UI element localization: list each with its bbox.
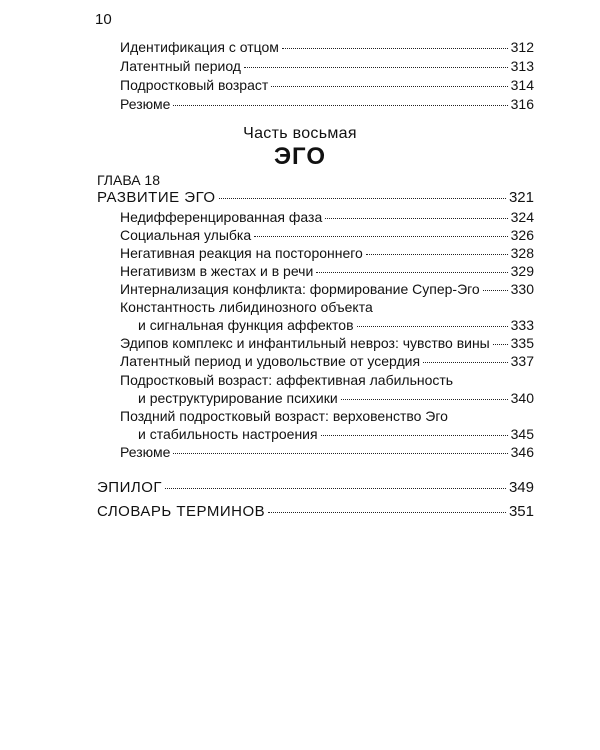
toc-entry-page: 316 — [510, 96, 534, 112]
toc-entry-page: 312 — [510, 39, 534, 55]
part-label: Часть восьмая — [243, 125, 357, 142]
dot-leader — [271, 86, 507, 87]
toc-entry-title: и сигнальная функция аффектов — [138, 317, 354, 333]
dot-leader — [357, 326, 508, 327]
toc-entry-title: и реструктурирование психики — [138, 390, 338, 406]
toc-entry — [138, 425, 534, 443]
toc-entry-title: Идентификация с отцом — [120, 39, 279, 55]
toc-entry-page: 340 — [510, 390, 534, 406]
toc-entry — [138, 389, 534, 407]
chapter-entry — [97, 189, 534, 207]
toc-entry — [138, 316, 534, 334]
glossary-entry — [97, 503, 534, 521]
toc-entry-page: 324 — [510, 209, 534, 225]
toc-entry — [120, 95, 534, 113]
toc-entry-line1: Константность либидинозного объекта — [120, 299, 373, 315]
dot-leader — [254, 236, 508, 237]
toc-entry-line1: Подростковый возраст: аффективная лабильность — [120, 372, 454, 388]
toc-entry-page: 335 — [510, 335, 534, 351]
toc-entry-title: Недифференцированная фаза — [120, 209, 323, 225]
epilogue-page: 349 — [508, 479, 534, 496]
glossary-page: 351 — [508, 503, 534, 520]
toc-entry — [120, 443, 534, 461]
dot-leader — [341, 399, 508, 400]
toc-entry — [120, 226, 534, 244]
toc-entry — [120, 38, 534, 56]
toc-entry — [120, 208, 534, 226]
dot-leader — [173, 105, 507, 106]
toc-entry-line1: Поздний подростковый возраст: верховенство Эго — [120, 408, 448, 424]
toc-entry-page: 328 — [510, 245, 534, 261]
dot-leader — [282, 48, 508, 49]
dot-leader — [325, 218, 507, 219]
dot-leader — [165, 488, 506, 489]
toc-entry-title: Латентный период и удовольствие от усердия — [120, 353, 421, 369]
epilogue-entry — [97, 479, 534, 497]
dot-leader — [244, 67, 508, 68]
dot-leader — [483, 290, 508, 291]
chapter-title: РАЗВИТИЕ ЭГО — [97, 189, 216, 206]
dot-leader — [366, 254, 508, 255]
toc-entry — [120, 262, 534, 280]
toc-entry-page: 326 — [510, 227, 534, 243]
toc-entry-page: 330 — [510, 281, 534, 297]
toc-entry-page: 314 — [510, 77, 534, 93]
toc-entry-page: 313 — [510, 58, 534, 74]
chapter-label: ГЛАВА 18 — [97, 172, 160, 188]
toc-entry-title: Социальная улыбка — [120, 227, 252, 243]
toc-entry-page: 346 — [510, 444, 534, 460]
toc-entry-page: 333 — [510, 317, 534, 333]
page-number: 10 — [95, 11, 112, 28]
dot-leader — [173, 453, 507, 454]
dot-leader — [316, 272, 507, 273]
toc-entry-title: Резюме — [120, 96, 171, 112]
toc-entry — [120, 76, 534, 94]
toc-entry — [120, 244, 534, 262]
glossary-title: СЛОВАРЬ ТЕРМИНОВ — [97, 503, 266, 520]
dot-leader — [321, 435, 508, 436]
toc-entry-title: Латентный период — [120, 58, 241, 74]
toc-entry-title: Резюме — [120, 444, 171, 460]
toc-entry-page: 337 — [510, 353, 534, 369]
toc-entry-title: Эдипов комплекс и инфантильный невроз: чувство вины — [120, 335, 490, 351]
dot-leader — [219, 198, 506, 199]
part-name: ЭГО — [273, 143, 327, 170]
epilogue-title: ЭПИЛОГ — [97, 479, 162, 496]
toc-entry-title: и стабильность настроения — [138, 426, 318, 442]
toc-entry-title: Подростковый возраст — [120, 77, 269, 93]
toc-entry — [120, 57, 534, 75]
toc-entry-title: Негативизм в жестах и в речи — [120, 263, 314, 279]
toc-entry-title: Негативная реакция на постороннего — [120, 245, 363, 261]
toc-entry — [120, 280, 534, 298]
toc-entry-page: 329 — [510, 263, 534, 279]
toc-entry — [120, 334, 534, 352]
dot-leader — [268, 512, 506, 513]
toc-entry-title: Интернализация конфликта: формирование Супер-Эго — [120, 281, 480, 297]
chapter-page: 321 — [508, 189, 534, 206]
toc-entry — [120, 352, 534, 370]
dot-leader — [423, 362, 508, 363]
dot-leader — [493, 344, 508, 345]
toc-entry-page: 345 — [510, 426, 534, 442]
